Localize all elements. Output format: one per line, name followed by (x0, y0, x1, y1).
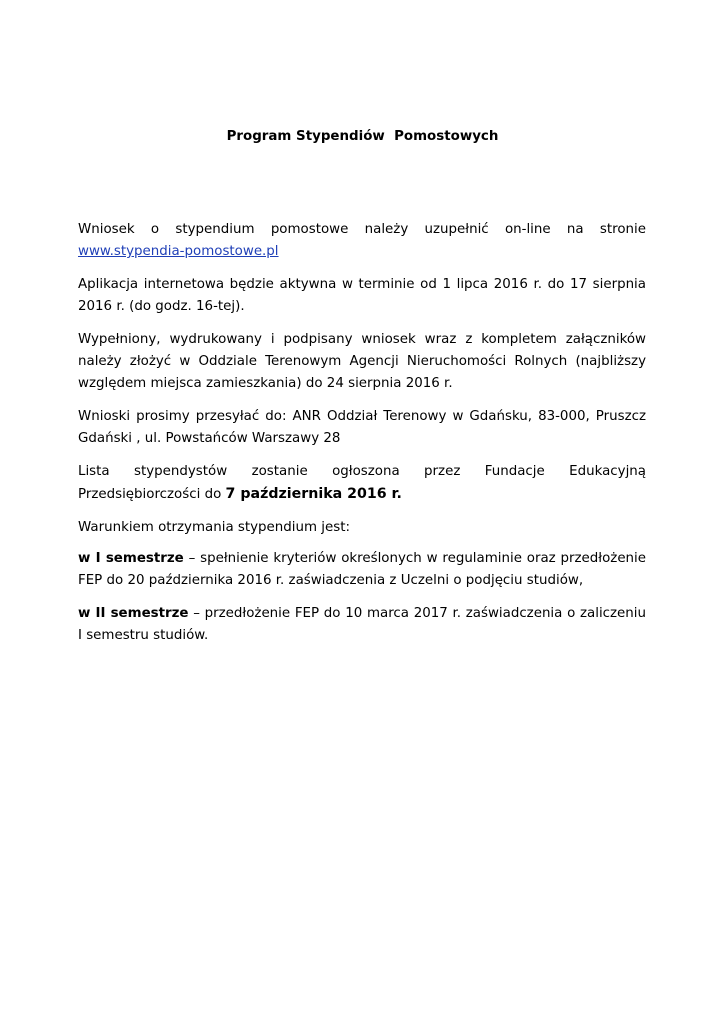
word: uzupełnić (424, 222, 489, 237)
word: stronie (599, 222, 646, 237)
paragraph-application-online (78, 219, 646, 263)
semester-two-text: – przedłożenie FEP do 10 marca 2017 r. zaświadczenia o zaliczeniu I semestru studiów. (78, 606, 646, 643)
website-link[interactable]: www.stypendia-pomostowe.pl (78, 244, 279, 259)
word: Wniosek (78, 222, 135, 237)
paragraph-semester-two (78, 603, 646, 647)
word: stypendium (175, 222, 255, 237)
semester-one-text: – spełnienie kryteriów określonych w regulaminie oraz przedłożenie FEP do 20 października 2016 r. zaświadczenia z Uczelni o podjęciu studiów, (78, 551, 647, 588)
paragraph-results-announcement (78, 461, 646, 506)
semester-two-label: w II semestrze (78, 606, 189, 621)
paragraph-submission: Wypełniony, wydrukowany i podpisany wniosek wraz z kompletem załączników należy złożyć w Oddziale Terenowym Agencji Nieruchomości Rolnych (najbliższy względem miejsca zamieszkania) do 24 sierpnia 2016 r. (78, 332, 646, 391)
paragraph-mailing-address: Wnioski prosimy przesyłać do: ANR Oddział Terenowy w Gdańsku, 83-000, Pruszcz Gdański , ul. Powstańców Warszawy 28 (78, 409, 646, 446)
word: o (150, 222, 160, 237)
paragraph-conditions-intro: Warunkiem otrzymania stypendium jest: (78, 520, 350, 535)
paragraph-application-period: Aplikacja internetowa będzie aktywna w terminie od 1 lipca 2016 r. do 17 sierpnia 2016 r. (do godz. 16-tej). (78, 277, 646, 314)
results-text: Lista stypendystów zostanie ogłoszona przez Fundacje Edukacyjną Przedsiębiorczości do (78, 464, 646, 502)
page-title: Program Stypendiów Pomostowych (226, 129, 499, 144)
application-online-line (78, 219, 646, 241)
document-body (78, 219, 646, 658)
word: on-line (504, 222, 551, 237)
paragraph-semester-one (78, 548, 646, 592)
word: należy (364, 222, 409, 237)
results-date: 7 października 2016 r. (225, 486, 402, 502)
word: na (566, 222, 584, 237)
semester-one-label: w I semestrze (78, 551, 184, 566)
word: pomostowe (270, 222, 349, 237)
